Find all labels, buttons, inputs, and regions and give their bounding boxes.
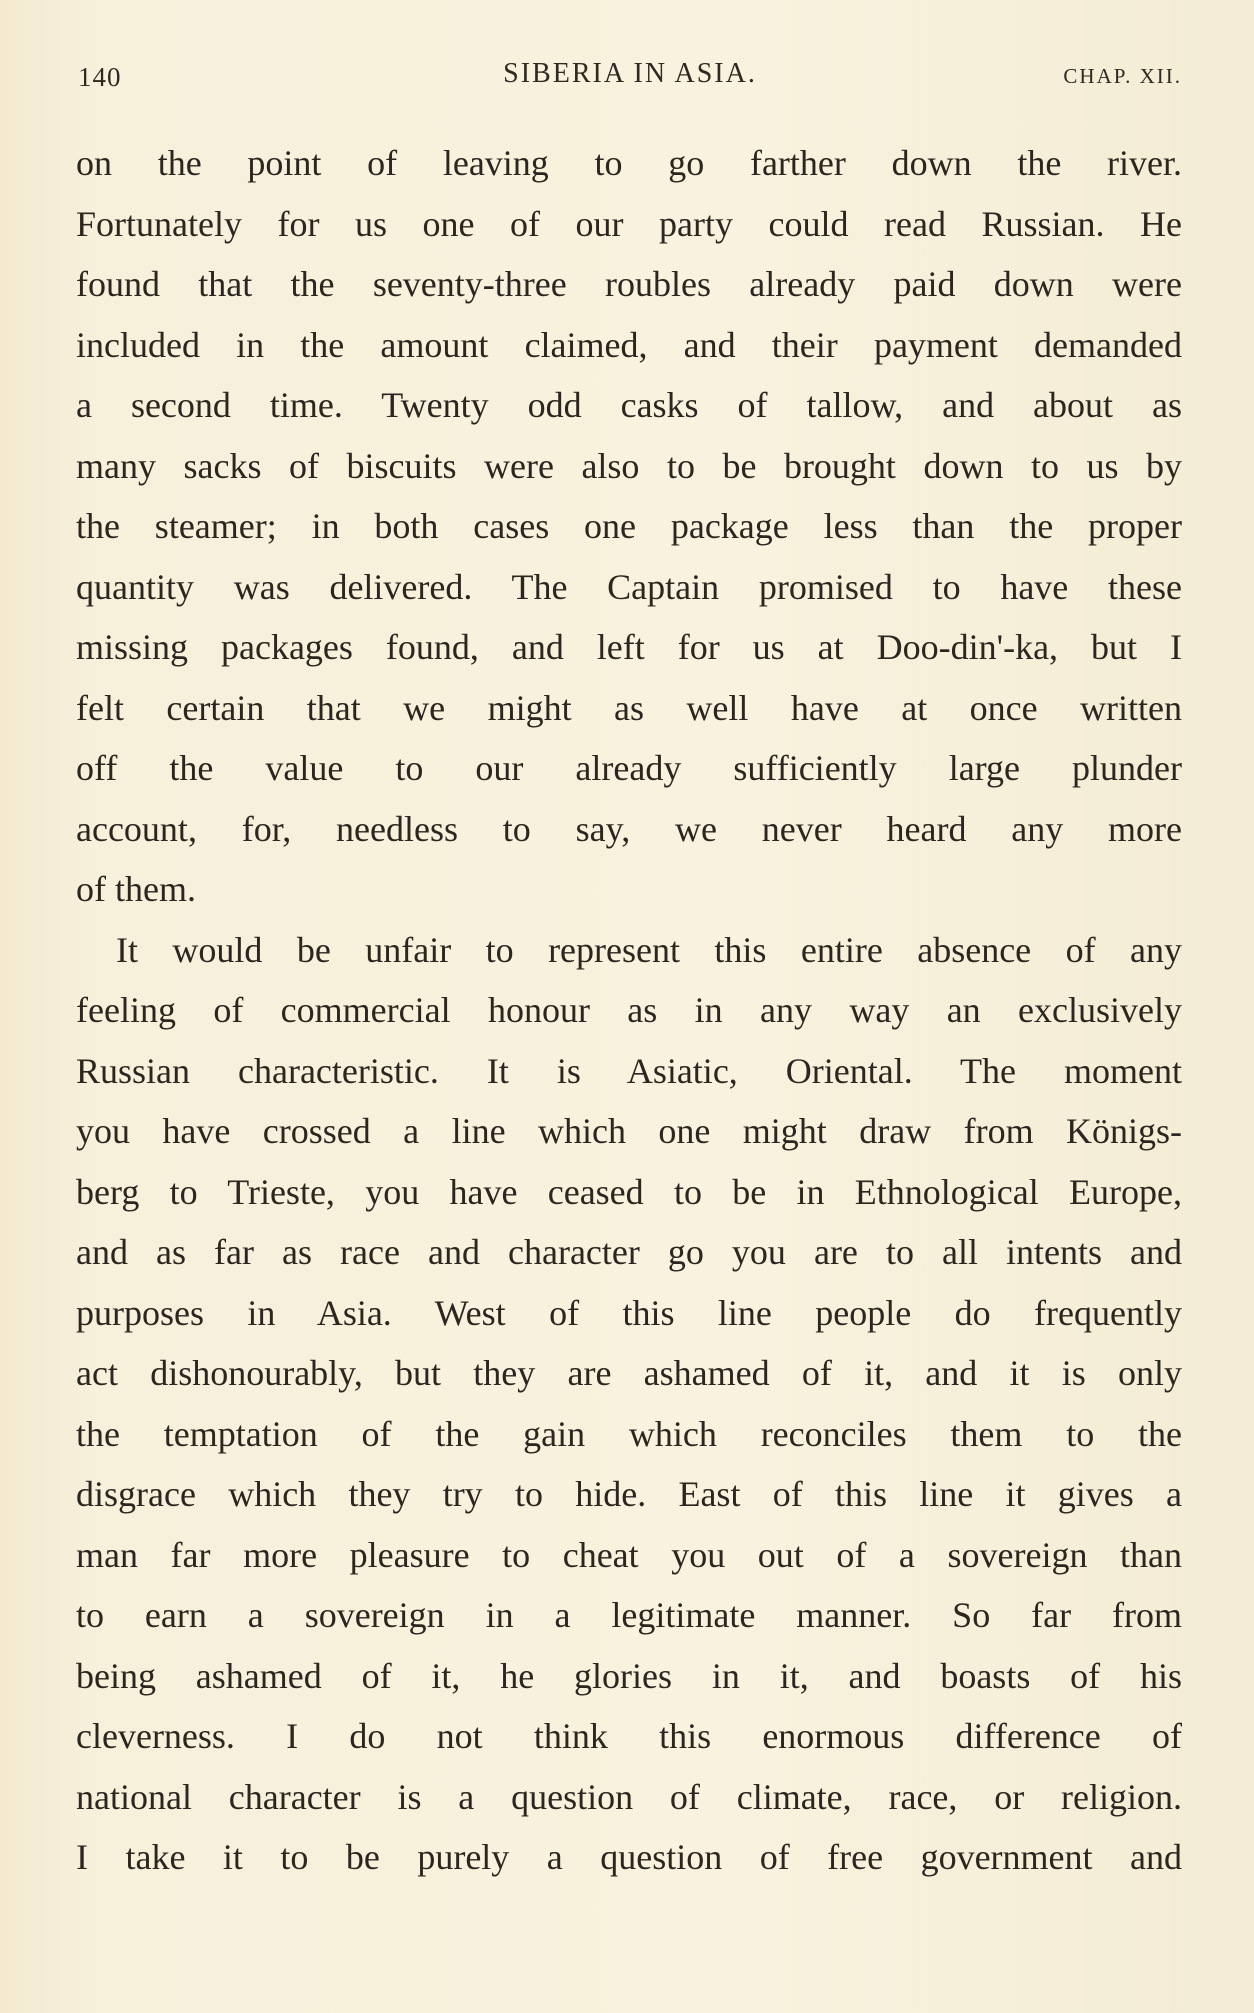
- text-line: of them.: [76, 869, 196, 909]
- paragraph-1: [76, 133, 1182, 920]
- text-line: It would be unfair to represent this entire absence of any: [116, 929, 1182, 970]
- body-text: [76, 133, 1182, 1888]
- text-line: act dishonourably, but they are ashamed of it, and it is only: [76, 1353, 1182, 1393]
- text-line: cleverness. I do not think this enormous difference of: [76, 1716, 1182, 1756]
- text-line: to earn a sovereign in a legitimate manner. So far from: [76, 1595, 1182, 1635]
- text-line: man far more pleasure to cheat you out of a sovereign than: [76, 1534, 1182, 1575]
- text-line: berg to Trieste, you have ceased to be in Ethnological Europe,: [76, 1171, 1182, 1212]
- text-line: the temptation of the gain which reconciles them to the: [76, 1413, 1182, 1454]
- text-line: felt certain that we might as well have at once written: [76, 687, 1182, 728]
- text-line: included in the amount claimed, and their payment demanded: [76, 324, 1182, 365]
- text-line: you have crossed a line which one might draw from Königs-: [76, 1111, 1182, 1151]
- text-line: missing packages found, and left for us at Doo-din'-ka, but I: [76, 627, 1182, 667]
- text-line: Russian characteristic. It is Asiatic, Oriental. The moment: [76, 1050, 1182, 1091]
- text-line: disgrace which they try to hide. East of this line it gives a: [76, 1474, 1182, 1514]
- running-title: SIBERIA IN ASIA.: [503, 58, 757, 89]
- text-line: found that the seventy-three roubles already paid down were: [76, 264, 1182, 304]
- text-line: the steamer; in both cases one package less than the proper: [76, 506, 1182, 546]
- chapter-reference: CHAP. XII.: [1063, 64, 1182, 88]
- text-line: I take it to be purely a question of free government and: [76, 1837, 1182, 1877]
- text-line: on the point of leaving to go farther down the river.: [76, 143, 1182, 183]
- running-head: [78, 58, 1182, 98]
- paragraph-2: [76, 920, 1182, 1888]
- page-number: 140: [78, 62, 122, 92]
- text-line: feeling of commercial honour as in any way an exclusively: [76, 990, 1182, 1030]
- text-line: account, for, needless to say, we never heard any more: [76, 808, 1182, 849]
- text-line: national character is a question of climate, race, or religion.: [76, 1776, 1182, 1817]
- text-line: purposes in Asia. West of this line people do frequently: [76, 1292, 1182, 1333]
- text-line: being ashamed of it, he glories in it, and boasts of his: [76, 1655, 1182, 1696]
- text-line: many sacks of biscuits were also to be brought down to us by: [76, 445, 1182, 486]
- text-line: quantity was delivered. The Captain promised to have these: [76, 566, 1182, 607]
- text-line: Fortunately for us one of our party could read Russian. He: [76, 203, 1182, 244]
- text-line: off the value to our already sufficiently large plunder: [76, 748, 1182, 788]
- text-line: a second time. Twenty odd casks of tallow, and about as: [76, 385, 1182, 425]
- text-line: and as far as race and character go you are to all intents and: [76, 1232, 1182, 1272]
